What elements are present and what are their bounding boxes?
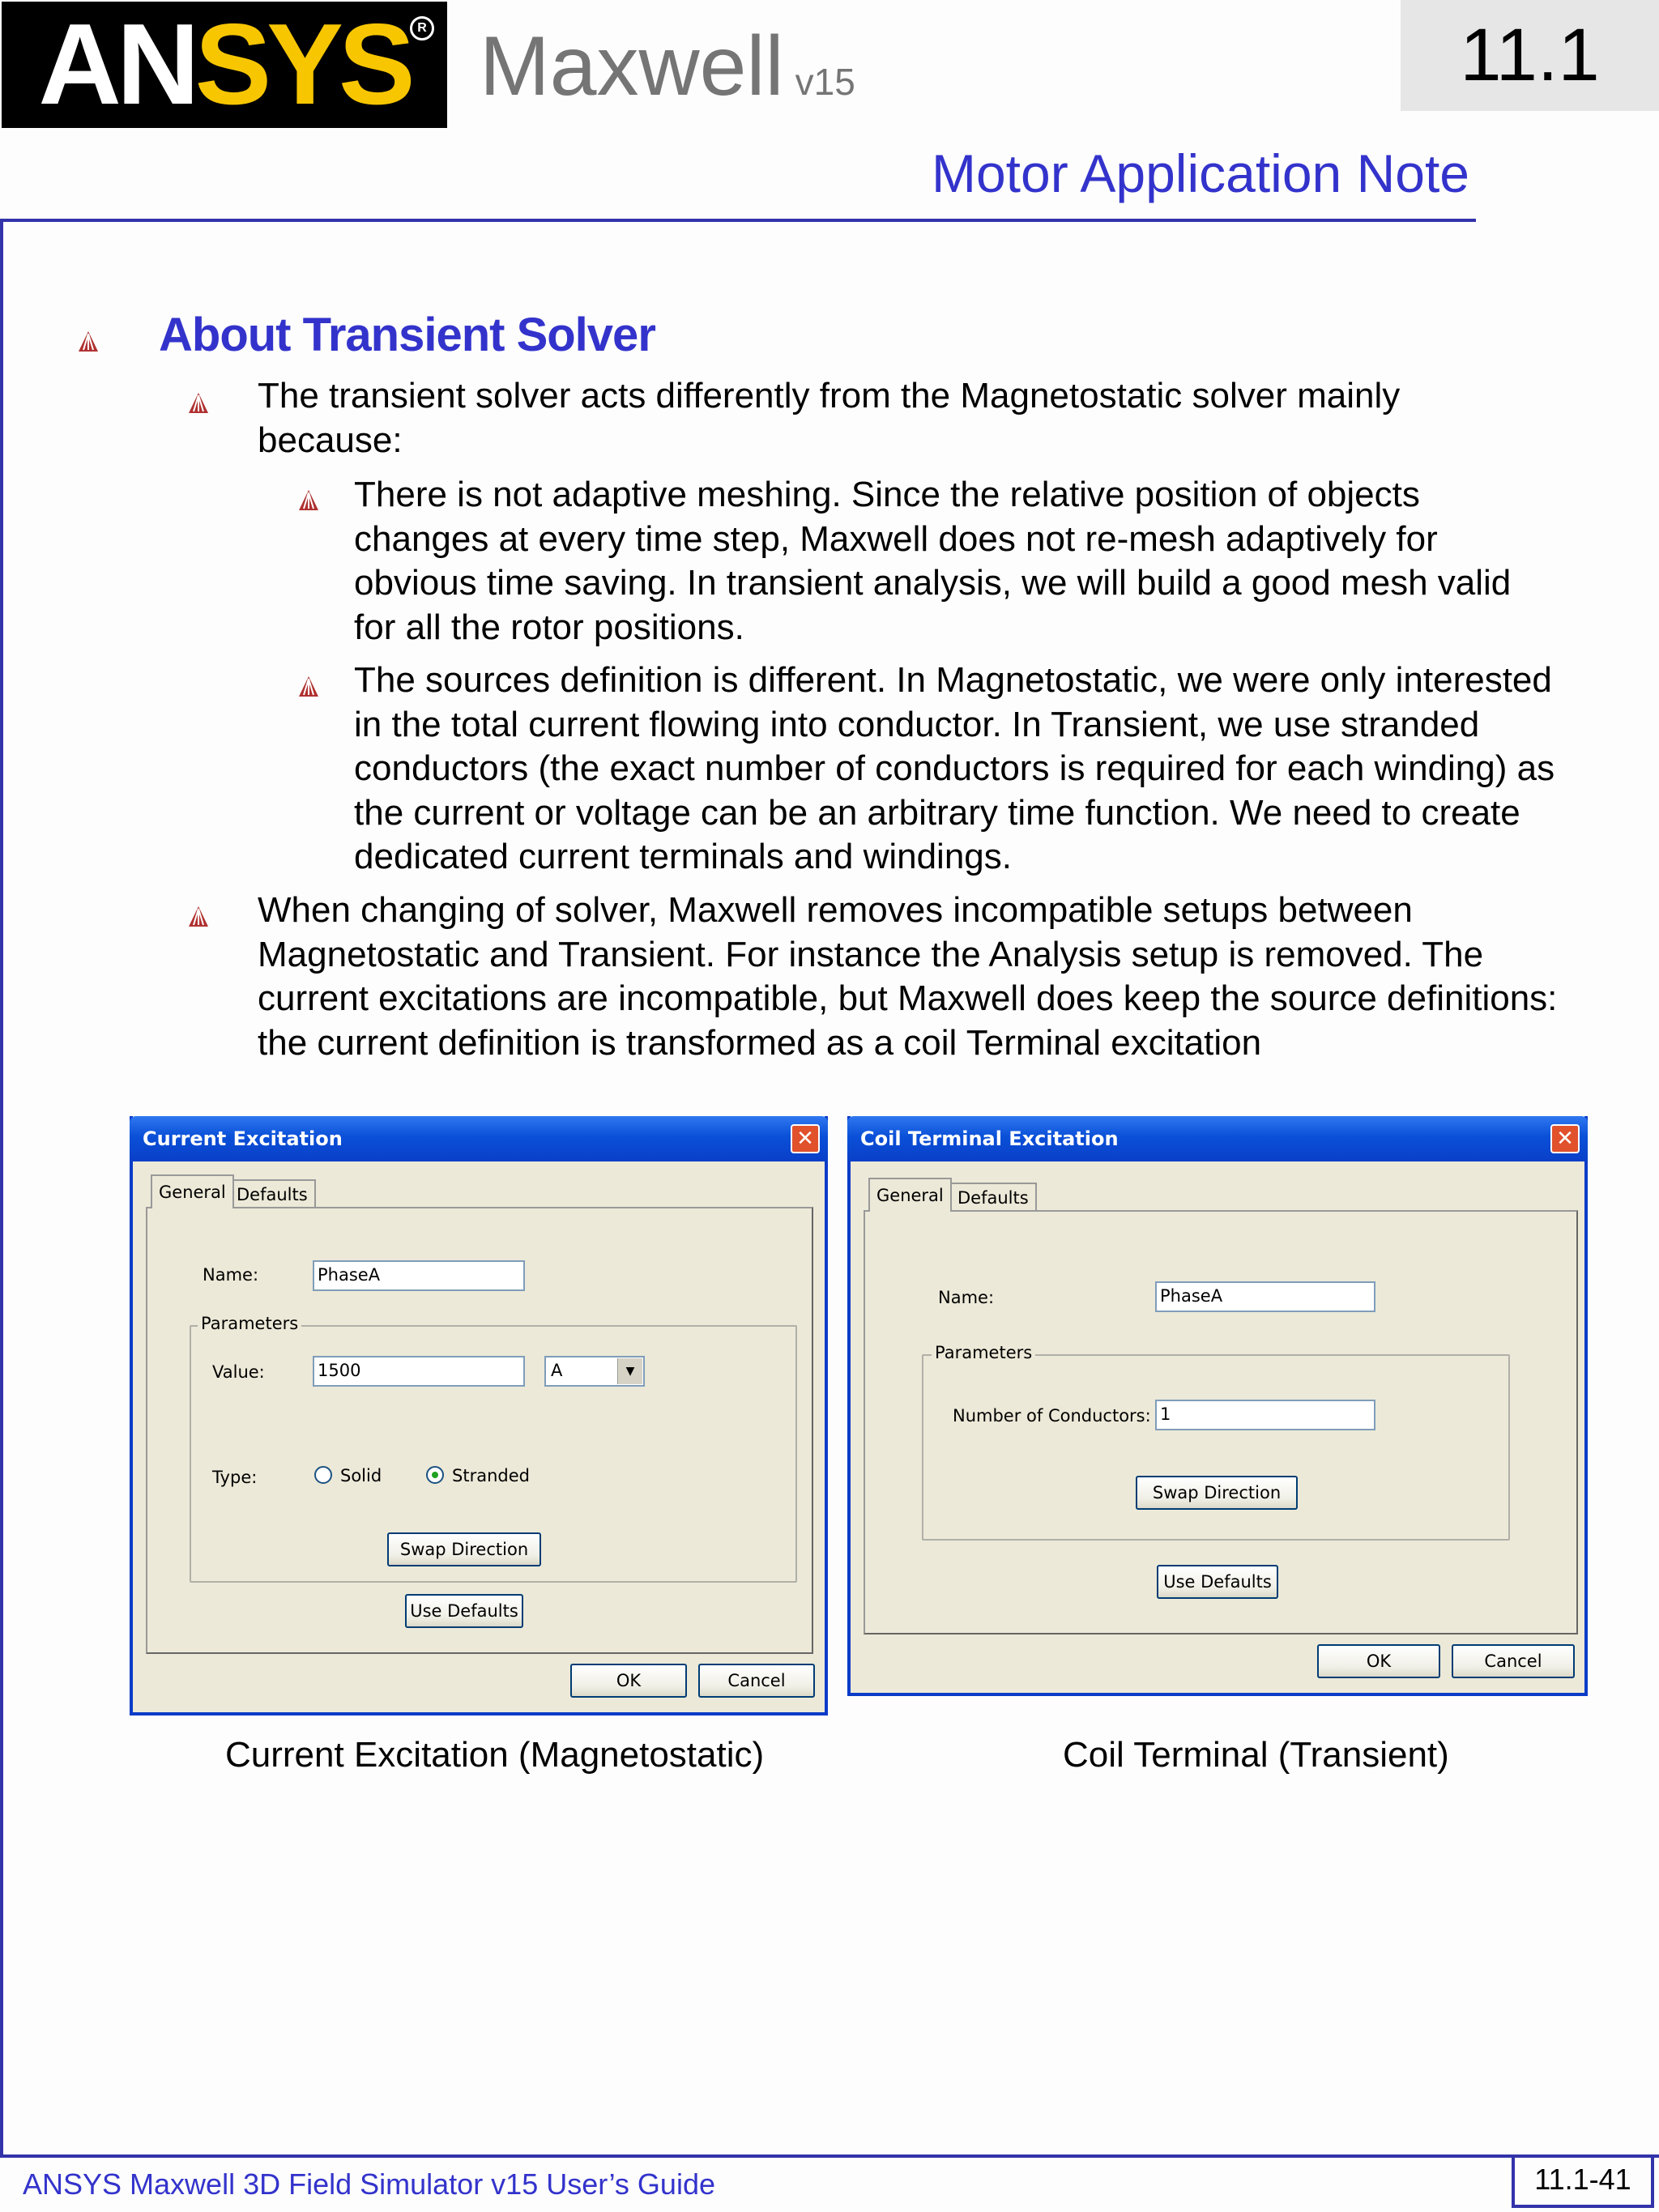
- radio-solid-label: Solid: [340, 1466, 382, 1485]
- chevron-down-icon[interactable]: ▼: [617, 1358, 642, 1384]
- paragraph-sources-definition: The sources definition is different. In Magnetostatic, we were only interested in the total current flowing into conductor. In Transient, we use stranded conductors (the exact number of conductors is required for each winding) as the current or voltage can be an arbitrary time function. We need to create dedicated current terminals and windings.: [354, 660, 1555, 876]
- page-subtitle: Motor Application Note: [931, 143, 1469, 203]
- left-rule: [0, 219, 3, 2154]
- logo-text-yellow: SYS: [194, 0, 411, 129]
- parameters-group: [922, 1354, 1510, 1541]
- type-label: Type:: [212, 1468, 258, 1487]
- current-excitation-dialog: [130, 1116, 828, 1715]
- radio-solid[interactable]: [314, 1466, 332, 1484]
- product-version: v15: [795, 61, 855, 103]
- paragraph-no-adaptive-meshing: There is not adaptive meshing. Since the relative position of objects changes at every time step, Maxwell does not re-mesh adaptively for obvious time saving. In transient analysis, we will build a good mesh valid for all the rotor positions.: [354, 475, 1512, 647]
- parameters-group-title: Parameters: [198, 1314, 301, 1333]
- ansys-logo: [2, 2, 447, 128]
- ok-button[interactable]: OK: [1317, 1644, 1440, 1678]
- chapter-number: 11.1: [1401, 0, 1659, 111]
- name-label: Name:: [203, 1265, 259, 1285]
- unit-select[interactable]: [544, 1356, 645, 1387]
- logo-text-white: AN: [38, 0, 195, 129]
- swap-direction-button[interactable]: Swap Direction: [1136, 1476, 1298, 1510]
- radio-stranded-label: Stranded: [452, 1466, 530, 1485]
- bullet-icon: [298, 489, 319, 512]
- header-rule: [0, 219, 1476, 222]
- cancel-button[interactable]: Cancel: [1452, 1644, 1575, 1678]
- use-defaults-button[interactable]: Use Defaults: [1157, 1565, 1278, 1599]
- value-label: Value:: [212, 1362, 265, 1382]
- paragraph-solver-differences: The transient solver acts differently from the Magnetostatic solver mainly because:: [258, 376, 1401, 460]
- radio-stranded[interactable]: [426, 1466, 444, 1484]
- conductors-label: Number of Conductors:: [953, 1406, 1151, 1426]
- name-input[interactable]: PhaseA: [1155, 1281, 1375, 1312]
- dialog-title: Coil Terminal Excitation: [860, 1127, 1119, 1150]
- dialog-title: Current Excitation: [143, 1127, 343, 1150]
- bullet-icon: [78, 330, 99, 353]
- tab-general[interactable]: General: [151, 1174, 234, 1208]
- product-name: [480, 19, 855, 113]
- page-number: 11.1-41: [1512, 2154, 1654, 2208]
- dialog-titlebar[interactable]: [130, 1116, 828, 1161]
- dialog-titlebar[interactable]: [847, 1116, 1588, 1161]
- section-heading: About Transient Solver: [159, 309, 655, 361]
- tab-defaults[interactable]: Defaults: [949, 1183, 1037, 1212]
- tab-general[interactable]: General: [868, 1178, 952, 1212]
- value-input[interactable]: 1500: [313, 1356, 525, 1387]
- tab-defaults[interactable]: Defaults: [228, 1179, 316, 1208]
- unit-select-value: A: [551, 1361, 563, 1380]
- footer-guide-title: ANSYS Maxwell 3D Field Simulator v15 User’s Guide: [23, 2167, 715, 2201]
- coil-terminal-excitation-dialog: [847, 1116, 1588, 1696]
- footer-rule: [0, 2154, 1659, 2158]
- conductors-input[interactable]: 1: [1155, 1400, 1375, 1430]
- product-title: Maxwell: [480, 19, 784, 113]
- swap-direction-button[interactable]: Swap Direction: [387, 1532, 541, 1566]
- paragraph-changing-solver: When changing of solver, Maxwell removes incompatible setups between Magnetostatic and Transient. For instance the Analysis setup is removed. The current excitations are incompatible, but Maxwell does keep the source definitions: the current definition is transformed as a coil Terminal excitation: [258, 890, 1558, 1063]
- registered-mark-icon: R: [410, 16, 434, 40]
- caption-right: Coil Terminal (Transient): [1063, 1735, 1449, 1775]
- parameters-group-title: Parameters: [932, 1343, 1035, 1362]
- caption-left: Current Excitation (Magnetostatic): [225, 1735, 765, 1775]
- bullet-icon: [298, 676, 319, 698]
- bullet-icon: [188, 392, 209, 415]
- use-defaults-button[interactable]: Use Defaults: [405, 1594, 523, 1628]
- ok-button[interactable]: OK: [570, 1664, 687, 1698]
- bullet-icon: [188, 906, 209, 928]
- name-label: Name:: [938, 1288, 995, 1307]
- close-icon[interactable]: ✕: [1550, 1124, 1580, 1153]
- name-input[interactable]: PhaseA: [313, 1260, 525, 1291]
- close-icon[interactable]: ✕: [791, 1124, 820, 1153]
- cancel-button[interactable]: Cancel: [698, 1664, 815, 1698]
